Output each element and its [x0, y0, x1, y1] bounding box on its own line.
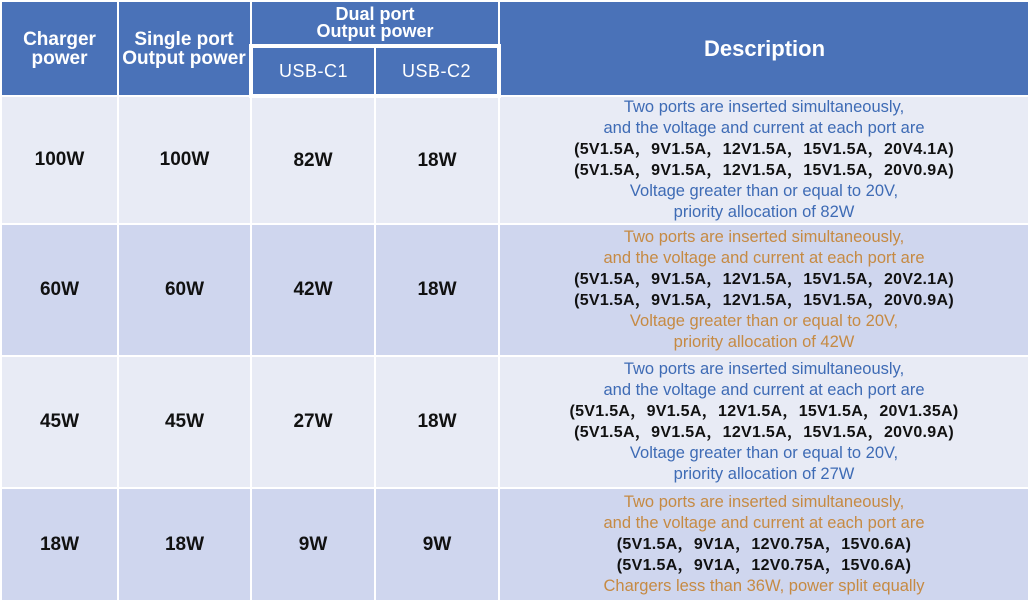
header-description: Description — [499, 1, 1028, 96]
description-values-line: (5V1.5A，9V1.5A，12V1.5A，15V1.5A，20V0.9A) — [574, 424, 954, 441]
description-text-line: Voltage greater than or equal to 20V, — [629, 312, 899, 330]
description-values-line: (5V1.5A，9V1A，12V0.75A，15V0.6A) — [616, 557, 912, 574]
description-cell — [499, 96, 1028, 224]
description-text-line: and the voltage and current at each port are — [603, 249, 925, 267]
description-cell — [499, 224, 1028, 356]
description-text-line: and the voltage and current at each port are — [603, 381, 925, 399]
usb-c2-cell: 18W — [375, 356, 499, 488]
single-port-cell: 18W — [118, 488, 251, 601]
charger-power-cell: 100W — [1, 96, 118, 224]
table-row — [1, 96, 1028, 224]
header-single-port: Single port Output power — [118, 1, 251, 96]
table-row — [1, 356, 1028, 488]
usb-c1-cell: 42W — [251, 224, 375, 356]
description-values-line: (5V1.5A，9V1.5A，12V1.5A，15V1.5A，20V1.35A) — [569, 403, 959, 420]
description-values-line: (5V1.5A，9V1.5A，12V1.5A，15V1.5A，20V0.9A) — [574, 162, 954, 179]
header-usb-c1: USB-C1 — [251, 46, 375, 96]
description-text-line: Two ports are inserted simultaneously, — [623, 98, 905, 116]
table-row — [1, 224, 1028, 356]
description-values-line: (5V1.5A，9V1.5A，12V1.5A，15V1.5A，20V0.9A) — [574, 292, 954, 309]
description-cell — [499, 356, 1028, 488]
description-text-line: priority allocation of 82W — [673, 203, 855, 221]
description-text-line: Voltage greater than or equal to 20V, — [629, 444, 899, 462]
charger-power-cell: 45W — [1, 356, 118, 488]
usb-c2-cell: 18W — [375, 96, 499, 224]
description-text-line: Two ports are inserted simultaneously, — [623, 228, 905, 246]
description-values-line: (5V1.5A，9V1.5A，12V1.5A，15V1.5A，20V4.1A) — [574, 141, 954, 158]
description-text-line: Chargers less than 36W, power split equally — [603, 577, 925, 595]
charger-power-cell: 18W — [1, 488, 118, 601]
description-text-line: Voltage greater than or equal to 20V, — [629, 182, 899, 200]
single-port-cell: 100W — [118, 96, 251, 224]
description-cell — [499, 488, 1028, 601]
usb-c2-cell: 18W — [375, 224, 499, 356]
description-text-line: Two ports are inserted simultaneously, — [623, 493, 905, 511]
description-values-line: (5V1.5A，9V1A，12V0.75A，15V0.6A) — [616, 536, 912, 553]
usb-c1-cell: 27W — [251, 356, 375, 488]
description-text-line: priority allocation of 27W — [673, 465, 855, 483]
header-charger-power: Charger power — [1, 1, 118, 96]
description-text-line: Two ports are inserted simultaneously, — [623, 360, 905, 378]
usb-c1-cell: 9W — [251, 488, 375, 601]
header-usb-c2: USB-C2 — [375, 46, 499, 96]
header-dual-port: Dual port Output power — [251, 1, 499, 46]
description-text-line: and the voltage and current at each port are — [603, 119, 925, 137]
usb-c1-cell: 82W — [251, 96, 375, 224]
description-values-line: (5V1.5A，9V1.5A，12V1.5A，15V1.5A，20V2.1A) — [574, 271, 954, 288]
description-text-line: and the voltage and current at each port are — [603, 514, 925, 532]
description-text-line: priority allocation of 42W — [673, 333, 855, 351]
single-port-cell: 60W — [118, 224, 251, 356]
table-body — [1, 96, 1028, 601]
usb-c2-cell: 9W — [375, 488, 499, 601]
single-port-cell: 45W — [118, 356, 251, 488]
charger-power-cell: 60W — [1, 224, 118, 356]
table-row — [1, 488, 1028, 601]
